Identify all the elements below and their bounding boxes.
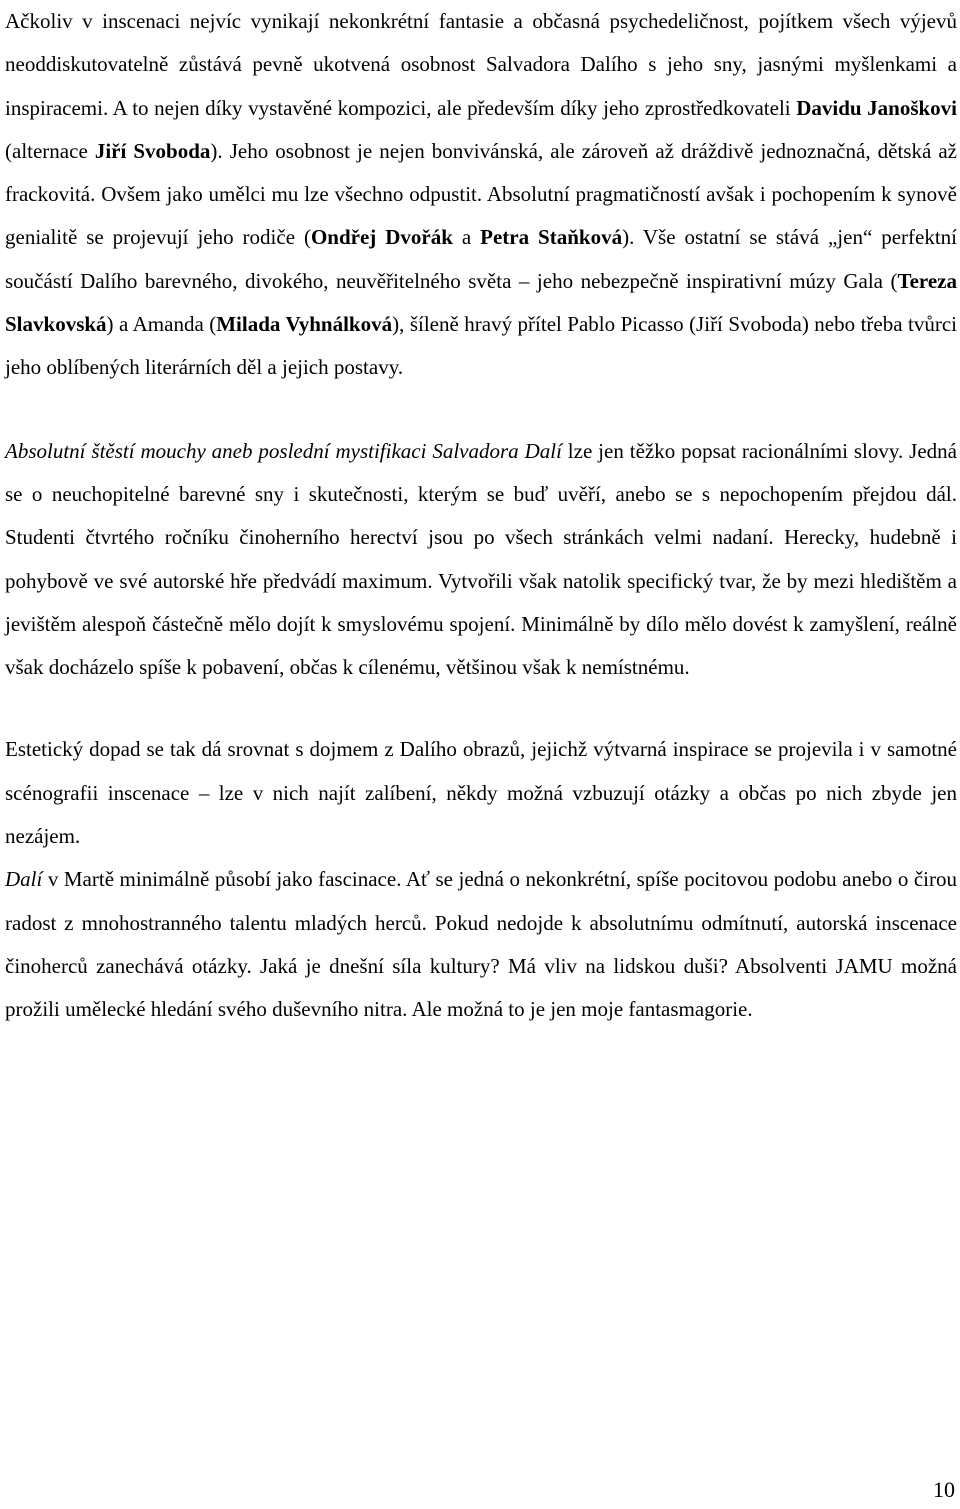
document-page [5,0,957,1032]
p1-actor-jiri-svoboda: Jiří Svoboda [94,138,211,163]
p2-play-title: Absolutní štěstí mouchy aneb poslední mystifikaci Salvadora Dalí [5,438,562,463]
p1-text-6: ) a Amanda ( [106,312,217,337]
p1-actor-petra-stankova: Petra Staňková [480,225,623,250]
p2-text-1: lze jen těžko popsat racionálními slovy. Jedná se o neuchopitelné barevné sny i skutečnosti, kterým se buď uvěří, anebo se s nepochopením přejdou dál. Studenti čtvrtého ročníku činoherního herectví jsou po všech stránkách velmi nadaní. Herecky, hudebně i pohybově ve své autorské hře předvádí maximum. Vytvořili však natolik specifický tvar, že by mezi hledištěm a jevištěm alespoň částečně mělo dojít k smyslovému spojení. Minimálně by dílo mělo dovést k zamyšlení, reálně však docházelo spíše k pobavení, občas k cílenému, většinou však k nemístnému. [5,438,957,680]
page-number: 10 [933,1477,955,1502]
p1-text-4: a [452,225,481,250]
p1-text-3: ). Jeho osobnost je nejen bonvivánská, ale zároveň až dráždivě jednoznačná, dětská až frackovitá. Ovšem jako umělci mu lze všechno odpustit. Absolutní pragmatičností avšak i pochopením k synově genialitě se projevují jeho rodiče ( [5,138,957,250]
paragraph-4 [5,858,957,1031]
paragraph-1 [5,0,957,390]
p1-text-5: ). Vše ostatní se stává „jen“ perfektní součástí Dalího barevného, divokého, neuvěřitelného světa – jeho nebezpečně inspirativní múzy Gala ( [5,225,958,293]
p1-actor-davidu-janoskovi: Davidu Janoškovi [796,95,958,120]
p1-actor-ondrej-dvorak: Ondřej Dvořák [310,225,453,250]
paragraph-2 [5,430,957,690]
p4-dali-italic: Dalí [5,867,43,892]
p4-text-1: v Martě minimálně působí jako fascinace. Ať se jedná o nekonkrétní, spíše pocitovou podobu anebo o čirou radost z mnohostranného talentu mladých herců. Pokud nedojde k absolutnímu odmítnutí, autorská inscenace činoherců zanechává otázky. Jaká je dnešní síla kultury? Má vliv na lidskou duši? Absolventi JAMU možná prožili umělecké hledání svého duševního nitra. Ale možná to je jen moje fantasmagorie. [5,867,957,1022]
paragraph-3 [5,728,957,858]
p1-text-2: (alternace [5,138,95,163]
p1-text-7: ), šíleně hravý přítel Pablo Picasso (Jiří Svoboda) nebo třeba tvůrci jeho oblíbených literárních děl a jejich postavy. [5,312,958,380]
p1-actor-tereza-slavkovska: Tereza Slavkovská [5,268,957,337]
p3-text-1: Estetický dopad se tak dá srovnat s dojmem z Dalího obrazů, jejichž výtvarná inspirace se projevila i v samotné scénografii inscenace – lze v nich najít zalíbení, někdy možná vzbuzují otázky a občas po nich zbyde jen nezájem. [5,737,957,849]
p1-text-1: Ačkoliv v inscenaci nejvíc vynikají nekonkrétní fantasie a občasná psychedeličnost, pojítkem všech výjevů neoddiskutovatelně zůstává pevně ukotvená osobnost Salvadora Dalího s jeho sny, jasnými myšlenkami a inspiracemi. A to nejen díky vystavěné kompozici, ale především díky jeho zprostředkovateli [5,9,957,120]
p1-actor-milada-vyhnalkova: Milada Vyhnálková [216,312,393,337]
